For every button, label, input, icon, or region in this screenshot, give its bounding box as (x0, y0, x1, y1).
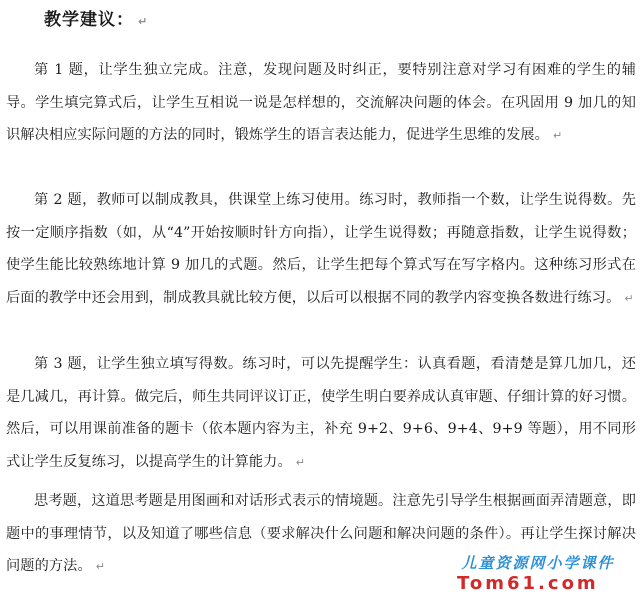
heading-text: 教学建议： (44, 10, 134, 30)
paragraph-mark-icon: ↵ (552, 129, 563, 142)
paragraph-mark-icon: ↵ (138, 15, 149, 28)
paragraph-1 (6, 54, 636, 153)
site-watermark-logo (437, 553, 639, 597)
paragraph-mark-icon: ↵ (295, 455, 306, 469)
paragraph-text: 第 2 题，教师可以制成教具，供课堂上练习使用。练习时，教师指一个数，让学生说得数。先按一定顺序指数（如，从“4”开始按顺时针方向指），让学生说得数；再随意指数，让学生说得数；使学生能比较熟练地计算 9 加几的式题。然后，让学生把每个算式写在写字格内。这种练习形式在后面的教学中还会用到，制成教具就比较方便，以后可以根据不同的教学内容变换各数进行练习。 (6, 192, 636, 306)
paragraph-mark-icon: ↵ (624, 291, 634, 305)
paragraph-mark-icon: ↵ (95, 560, 106, 573)
paragraph-2 (6, 184, 636, 315)
watermark-domain: Tom61.com (457, 573, 599, 594)
section-heading (44, 9, 148, 33)
watermark-title: 儿童资源网小学课件 (461, 554, 615, 572)
paragraph-text: 第 1 题，让学生独立完成。注意，发现问题及时纠正，要特别注意对学习有困难的学生的辅导。学生填完算式后，让学生互相说一说是怎样想的，交流解决问题的体会。在巩固用 9 加几的知识解决相应实际问题的方法的同时，锻炼学生的语言表达能力，促进学生思维的发展。 (6, 62, 636, 143)
paragraph-text: 思考题，这道思考题是用图画和对话形式表示的情境题。注意先引导学生根据画面弄清题意，即题中的事理情节，以及知道了哪些信息（要求解决什么问题和解决问题的条件）。再让学生探讨解决问题的方法。 (6, 493, 636, 574)
paragraph-text: 第 3 题，让学生独立填写得数。练习时，可以先提醒学生：认真看题，看清楚是算几加几，还是几减几，再计算。做完后，师生共同评议订正，使学生明白要养成认真审题、仔细计算的好习惯。然后，可以用课前准备的题卡（依本题内容为主，补充 9+2、9+6、9+4、9+9 等题），用不同形式让学生反复练习，以提高学生的计算能力。 (6, 356, 636, 470)
paragraph-3 (6, 348, 636, 479)
